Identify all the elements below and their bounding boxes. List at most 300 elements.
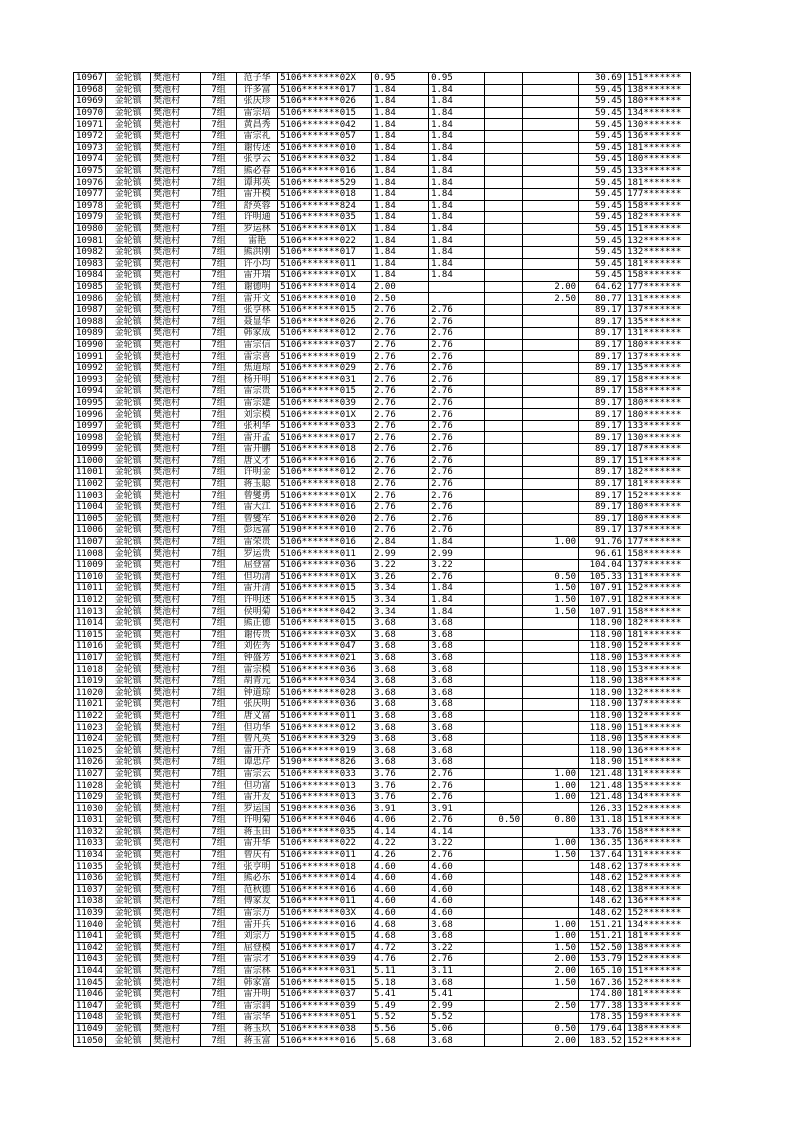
cell-town: 金轮镇 xyxy=(106,513,151,525)
cell-village: 樊池村 xyxy=(151,930,201,942)
cell-area-c: 1.00 xyxy=(523,780,579,792)
cell-phone: 131******* xyxy=(625,328,691,340)
cell-town: 金轮镇 xyxy=(106,977,151,989)
cell-id: 11012 xyxy=(74,594,106,606)
cell-area-c: 1.50 xyxy=(523,606,579,618)
cell-area-b xyxy=(485,919,523,931)
cell-id-number: 5106*******012 xyxy=(278,328,372,340)
table-row xyxy=(74,803,691,815)
cell-group: 7组 xyxy=(201,339,237,351)
cell-amount: 151.21 xyxy=(579,919,625,931)
cell-area-b xyxy=(485,490,523,502)
cell-id: 11030 xyxy=(74,803,106,815)
cell-village: 樊池村 xyxy=(151,200,201,212)
cell-name: 雷宗万 xyxy=(237,907,278,919)
cell-area-a: 2.99 xyxy=(429,548,485,560)
cell-area-b xyxy=(485,212,523,224)
cell-id-number: 5106*******03X xyxy=(278,907,372,919)
cell-amount: 89.17 xyxy=(579,444,625,456)
cell-area-b xyxy=(485,768,523,780)
cell-area-a: 1.84 xyxy=(429,258,485,270)
cell-name: 雷宗信 xyxy=(237,339,278,351)
table-row xyxy=(74,594,691,606)
cell-area-c xyxy=(523,142,579,154)
cell-name: 罗运贵 xyxy=(237,548,278,560)
cell-area-c xyxy=(523,490,579,502)
cell-area-a: 3.68 xyxy=(429,722,485,734)
cell-area-b xyxy=(485,548,523,560)
cell-id: 10971 xyxy=(74,119,106,131)
cell-area-total: 3.68 xyxy=(372,757,429,769)
cell-village: 樊池村 xyxy=(151,246,201,258)
cell-area-a: 1.84 xyxy=(429,270,485,282)
cell-area-c: 2.00 xyxy=(523,965,579,977)
cell-id-number: 5106*******015 xyxy=(278,594,372,606)
cell-area-c xyxy=(523,641,579,653)
cell-phone: 130******* xyxy=(625,432,691,444)
cell-area-c xyxy=(523,525,579,537)
cell-id: 11002 xyxy=(74,478,106,490)
cell-area-total: 1.84 xyxy=(372,200,429,212)
cell-town: 金轮镇 xyxy=(106,432,151,444)
cell-amount: 30.69 xyxy=(579,73,625,85)
data-table xyxy=(73,72,691,1047)
cell-group: 7组 xyxy=(201,200,237,212)
cell-phone: 152******* xyxy=(625,977,691,989)
cell-village: 樊池村 xyxy=(151,351,201,363)
cell-amount: 118.90 xyxy=(579,641,625,653)
cell-id: 10980 xyxy=(74,223,106,235)
cell-area-a: 4.60 xyxy=(429,872,485,884)
cell-area-total: 1.84 xyxy=(372,107,429,119)
cell-area-a xyxy=(429,281,485,293)
cell-area-b xyxy=(485,293,523,305)
table-row xyxy=(74,200,691,212)
cell-name: 但功富 xyxy=(237,780,278,792)
cell-id-number: 5106*******037 xyxy=(278,339,372,351)
cell-group: 7组 xyxy=(201,478,237,490)
cell-village: 樊池村 xyxy=(151,872,201,884)
cell-area-total: 3.68 xyxy=(372,629,429,641)
cell-area-b xyxy=(485,1035,523,1047)
cell-amount: 178.35 xyxy=(579,1012,625,1024)
cell-id: 10983 xyxy=(74,258,106,270)
cell-group: 7组 xyxy=(201,594,237,606)
cell-name: 唐义才 xyxy=(237,455,278,467)
cell-village: 樊池村 xyxy=(151,490,201,502)
cell-id: 10982 xyxy=(74,246,106,258)
cell-phone: 136******* xyxy=(625,745,691,757)
cell-area-a: 3.68 xyxy=(429,652,485,664)
cell-area-total: 4.26 xyxy=(372,849,429,861)
cell-area-c: 2.00 xyxy=(523,954,579,966)
cell-village: 樊池村 xyxy=(151,571,201,583)
cell-area-b xyxy=(485,872,523,884)
table-row xyxy=(74,1000,691,1012)
cell-area-total: 2.76 xyxy=(372,478,429,490)
cell-name: 谢传述 xyxy=(237,142,278,154)
cell-area-total: 3.68 xyxy=(372,641,429,653)
cell-town: 金轮镇 xyxy=(106,826,151,838)
cell-name: 蒋玉聪 xyxy=(237,478,278,490)
cell-area-a: 2.76 xyxy=(429,351,485,363)
table-row xyxy=(74,293,691,305)
cell-area-a: 3.68 xyxy=(429,733,485,745)
cell-area-a: 2.76 xyxy=(429,467,485,479)
cell-area-b xyxy=(485,339,523,351)
cell-area-a: 2.99 xyxy=(429,1000,485,1012)
cell-area-total: 3.68 xyxy=(372,687,429,699)
cell-id: 11020 xyxy=(74,687,106,699)
cell-amount: 89.17 xyxy=(579,525,625,537)
cell-village: 樊池村 xyxy=(151,745,201,757)
cell-name: 焦道琼 xyxy=(237,362,278,374)
cell-name: 许明通 xyxy=(237,212,278,224)
cell-area-a: 3.22 xyxy=(429,559,485,571)
cell-town: 金轮镇 xyxy=(106,1023,151,1035)
cell-group: 7组 xyxy=(201,84,237,96)
cell-name: 雷宗模 xyxy=(237,664,278,676)
cell-group: 7组 xyxy=(201,722,237,734)
cell-id-number: 5106*******039 xyxy=(278,954,372,966)
cell-amount: 118.90 xyxy=(579,710,625,722)
cell-group: 7组 xyxy=(201,432,237,444)
cell-group: 7组 xyxy=(201,73,237,85)
cell-phone: 136******* xyxy=(625,130,691,142)
cell-amount: 59.45 xyxy=(579,258,625,270)
cell-phone: 177******* xyxy=(625,281,691,293)
cell-id-number: 5106*******046 xyxy=(278,815,372,827)
cell-name: 雷宗云 xyxy=(237,768,278,780)
cell-area-b xyxy=(485,188,523,200)
cell-town: 金轮镇 xyxy=(106,872,151,884)
cell-town: 金轮镇 xyxy=(106,142,151,154)
cell-phone: 136******* xyxy=(625,838,691,850)
cell-area-a: 3.68 xyxy=(429,919,485,931)
cell-area-c xyxy=(523,96,579,108)
cell-amount: 121.48 xyxy=(579,768,625,780)
cell-village: 樊池村 xyxy=(151,362,201,374)
cell-group: 7组 xyxy=(201,154,237,166)
cell-area-c: 1.00 xyxy=(523,536,579,548)
cell-area-c xyxy=(523,629,579,641)
cell-name: 熊必春 xyxy=(237,165,278,177)
cell-id: 10970 xyxy=(74,107,106,119)
cell-area-c xyxy=(523,757,579,769)
cell-area-a: 2.76 xyxy=(429,571,485,583)
cell-id: 11036 xyxy=(74,872,106,884)
cell-area-c xyxy=(523,409,579,421)
cell-area-total: 4.60 xyxy=(372,884,429,896)
cell-town: 金轮镇 xyxy=(106,664,151,676)
cell-area-c xyxy=(523,223,579,235)
cell-village: 樊池村 xyxy=(151,896,201,908)
cell-amount: 91.76 xyxy=(579,536,625,548)
cell-amount: 89.17 xyxy=(579,351,625,363)
cell-area-c: 0.80 xyxy=(523,815,579,827)
cell-name: 聂显华 xyxy=(237,316,278,328)
cell-id: 10990 xyxy=(74,339,106,351)
cell-area-c xyxy=(523,722,579,734)
cell-group: 7组 xyxy=(201,884,237,896)
cell-id-number: 5190*******826 xyxy=(278,757,372,769)
cell-id: 11032 xyxy=(74,826,106,838)
cell-area-total: 1.84 xyxy=(372,235,429,247)
table-row xyxy=(74,490,691,502)
table-row xyxy=(74,397,691,409)
cell-id: 10987 xyxy=(74,304,106,316)
cell-town: 金轮镇 xyxy=(106,884,151,896)
cell-id: 11019 xyxy=(74,675,106,687)
cell-village: 樊池村 xyxy=(151,96,201,108)
cell-area-b xyxy=(485,675,523,687)
cell-village: 樊池村 xyxy=(151,293,201,305)
cell-area-total: 4.68 xyxy=(372,930,429,942)
cell-town: 金轮镇 xyxy=(106,988,151,1000)
cell-village: 樊池村 xyxy=(151,594,201,606)
cell-id: 11045 xyxy=(74,977,106,989)
cell-area-a: 2.76 xyxy=(429,954,485,966)
cell-name: 张庆珍 xyxy=(237,96,278,108)
cell-town: 金轮镇 xyxy=(106,930,151,942)
table-row xyxy=(74,733,691,745)
table-row xyxy=(74,536,691,548)
cell-id-number: 5106*******013 xyxy=(278,780,372,792)
cell-area-a: 1.84 xyxy=(429,107,485,119)
cell-village: 樊池村 xyxy=(151,154,201,166)
cell-name: 张亨明 xyxy=(237,861,278,873)
cell-town: 金轮镇 xyxy=(106,768,151,780)
cell-name: 韩家成 xyxy=(237,328,278,340)
cell-area-b xyxy=(485,559,523,571)
cell-group: 7组 xyxy=(201,664,237,676)
cell-area-a: 1.84 xyxy=(429,96,485,108)
cell-area-total: 1.84 xyxy=(372,270,429,282)
cell-village: 樊池村 xyxy=(151,559,201,571)
table-row xyxy=(74,675,691,687)
cell-area-total: 1.84 xyxy=(372,96,429,108)
cell-area-a: 1.84 xyxy=(429,223,485,235)
cell-name: 唐义富 xyxy=(237,710,278,722)
cell-area-b xyxy=(485,246,523,258)
cell-area-c xyxy=(523,432,579,444)
table-row xyxy=(74,142,691,154)
cell-area-c: 2.50 xyxy=(523,293,579,305)
cell-town: 金轮镇 xyxy=(106,119,151,131)
cell-name: 钟盛芳 xyxy=(237,652,278,664)
cell-area-c xyxy=(523,188,579,200)
cell-phone: 132******* xyxy=(625,710,691,722)
cell-group: 7组 xyxy=(201,501,237,513)
cell-area-a: 1.84 xyxy=(429,165,485,177)
cell-town: 金轮镇 xyxy=(106,130,151,142)
cell-area-a: 2.76 xyxy=(429,478,485,490)
cell-id: 11049 xyxy=(74,1023,106,1035)
cell-area-c: 1.00 xyxy=(523,768,579,780)
cell-area-c xyxy=(523,374,579,386)
cell-name: 雷开孟 xyxy=(237,432,278,444)
cell-id-number: 5106*******529 xyxy=(278,177,372,189)
cell-id: 11006 xyxy=(74,525,106,537)
cell-group: 7组 xyxy=(201,733,237,745)
cell-area-c xyxy=(523,177,579,189)
cell-area-total: 3.68 xyxy=(372,675,429,687)
cell-group: 7组 xyxy=(201,1023,237,1035)
cell-area-total: 1.84 xyxy=(372,258,429,270)
cell-phone: 151******* xyxy=(625,965,691,977)
cell-amount: 121.48 xyxy=(579,780,625,792)
cell-group: 7组 xyxy=(201,397,237,409)
cell-id: 11014 xyxy=(74,617,106,629)
cell-area-b xyxy=(485,351,523,363)
cell-amount: 121.48 xyxy=(579,791,625,803)
cell-area-c xyxy=(523,455,579,467)
cell-area-b xyxy=(485,699,523,711)
cell-name: 胡青元 xyxy=(237,675,278,687)
cell-area-total: 3.76 xyxy=(372,780,429,792)
cell-name: 雷宗华 xyxy=(237,1012,278,1024)
cell-id: 11023 xyxy=(74,722,106,734)
cell-area-b xyxy=(485,652,523,664)
cell-group: 7组 xyxy=(201,687,237,699)
cell-amount: 89.17 xyxy=(579,316,625,328)
cell-group: 7组 xyxy=(201,188,237,200)
cell-id: 11038 xyxy=(74,896,106,908)
cell-group: 7组 xyxy=(201,130,237,142)
table-row xyxy=(74,722,691,734)
cell-area-a: 2.76 xyxy=(429,432,485,444)
cell-id-number: 5106*******016 xyxy=(278,165,372,177)
table-row xyxy=(74,455,691,467)
cell-area-b xyxy=(485,316,523,328)
cell-area-b xyxy=(485,304,523,316)
cell-phone: 133******* xyxy=(625,1000,691,1012)
cell-village: 樊池村 xyxy=(151,328,201,340)
table-row xyxy=(74,73,691,85)
cell-area-b xyxy=(485,988,523,1000)
table-row xyxy=(74,107,691,119)
cell-area-b xyxy=(485,965,523,977)
cell-id: 10975 xyxy=(74,165,106,177)
cell-amount: 151.21 xyxy=(579,930,625,942)
cell-area-a: 1.84 xyxy=(429,154,485,166)
cell-amount: 89.17 xyxy=(579,420,625,432)
cell-phone: 134******* xyxy=(625,791,691,803)
cell-phone: 158******* xyxy=(625,386,691,398)
cell-id-number: 5106*******029 xyxy=(278,362,372,374)
cell-amount: 107.91 xyxy=(579,606,625,618)
cell-area-b xyxy=(485,536,523,548)
cell-town: 金轮镇 xyxy=(106,687,151,699)
cell-id-number: 5106*******016 xyxy=(278,884,372,896)
table-row xyxy=(74,872,691,884)
cell-village: 樊池村 xyxy=(151,478,201,490)
cell-area-c xyxy=(523,316,579,328)
cell-town: 金轮镇 xyxy=(106,907,151,919)
cell-area-c: 0.50 xyxy=(523,1023,579,1035)
cell-id-number: 5106*******022 xyxy=(278,235,372,247)
cell-group: 7组 xyxy=(201,710,237,722)
cell-id-number: 5106*******014 xyxy=(278,281,372,293)
cell-group: 7组 xyxy=(201,351,237,363)
cell-amount: 59.45 xyxy=(579,107,625,119)
cell-phone: 134******* xyxy=(625,107,691,119)
cell-village: 樊池村 xyxy=(151,687,201,699)
table-row xyxy=(74,930,691,942)
cell-phone: 133******* xyxy=(625,165,691,177)
cell-group: 7组 xyxy=(201,96,237,108)
cell-id: 10993 xyxy=(74,374,106,386)
cell-village: 樊池村 xyxy=(151,641,201,653)
table-row xyxy=(74,664,691,676)
cell-group: 7组 xyxy=(201,246,237,258)
cell-group: 7组 xyxy=(201,304,237,316)
cell-village: 樊池村 xyxy=(151,675,201,687)
cell-area-total: 4.60 xyxy=(372,872,429,884)
cell-amount: 59.45 xyxy=(579,223,625,235)
cell-area-a: 1.84 xyxy=(429,536,485,548)
cell-area-b xyxy=(485,803,523,815)
cell-amount: 64.62 xyxy=(579,281,625,293)
cell-area-c xyxy=(523,200,579,212)
cell-id-number: 5106*******011 xyxy=(278,896,372,908)
table-row xyxy=(74,304,691,316)
cell-name: 舒英蓉 xyxy=(237,200,278,212)
cell-area-total: 2.76 xyxy=(372,501,429,513)
cell-group: 7组 xyxy=(201,919,237,931)
cell-area-total: 3.68 xyxy=(372,664,429,676)
cell-town: 金轮镇 xyxy=(106,467,151,479)
cell-phone: 182******* xyxy=(625,594,691,606)
cell-id-number: 5106*******047 xyxy=(278,641,372,653)
cell-id-number: 5106*******329 xyxy=(278,733,372,745)
cell-area-a: 3.68 xyxy=(429,617,485,629)
cell-name: 彭远富 xyxy=(237,525,278,537)
cell-group: 7组 xyxy=(201,803,237,815)
cell-area-a: 2.76 xyxy=(429,316,485,328)
cell-town: 金轮镇 xyxy=(106,374,151,386)
cell-village: 樊池村 xyxy=(151,513,201,525)
cell-id-number: 5106*******037 xyxy=(278,988,372,1000)
cell-area-total: 4.72 xyxy=(372,942,429,954)
cell-id: 11039 xyxy=(74,907,106,919)
cell-amount: 89.17 xyxy=(579,339,625,351)
cell-area-a: 2.76 xyxy=(429,444,485,456)
table-row xyxy=(74,791,691,803)
cell-phone: 131******* xyxy=(625,571,691,583)
cell-area-total: 3.76 xyxy=(372,791,429,803)
cell-area-total: 2.76 xyxy=(372,455,429,467)
cell-village: 樊池村 xyxy=(151,397,201,409)
cell-village: 樊池村 xyxy=(151,861,201,873)
cell-id-number: 5106*******017 xyxy=(278,84,372,96)
cell-group: 7组 xyxy=(201,467,237,479)
cell-town: 金轮镇 xyxy=(106,328,151,340)
table-row xyxy=(74,884,691,896)
cell-id-number: 5106*******022 xyxy=(278,838,372,850)
cell-phone: 152******* xyxy=(625,1035,691,1047)
cell-area-b xyxy=(485,745,523,757)
cell-area-total: 5.49 xyxy=(372,1000,429,1012)
cell-town: 金轮镇 xyxy=(106,606,151,618)
cell-area-c xyxy=(523,444,579,456)
cell-area-a: 3.91 xyxy=(429,803,485,815)
cell-area-a: 3.68 xyxy=(429,699,485,711)
cell-area-b xyxy=(485,896,523,908)
table-row xyxy=(74,687,691,699)
cell-id-number: 5106*******035 xyxy=(278,212,372,224)
table-row xyxy=(74,559,691,571)
